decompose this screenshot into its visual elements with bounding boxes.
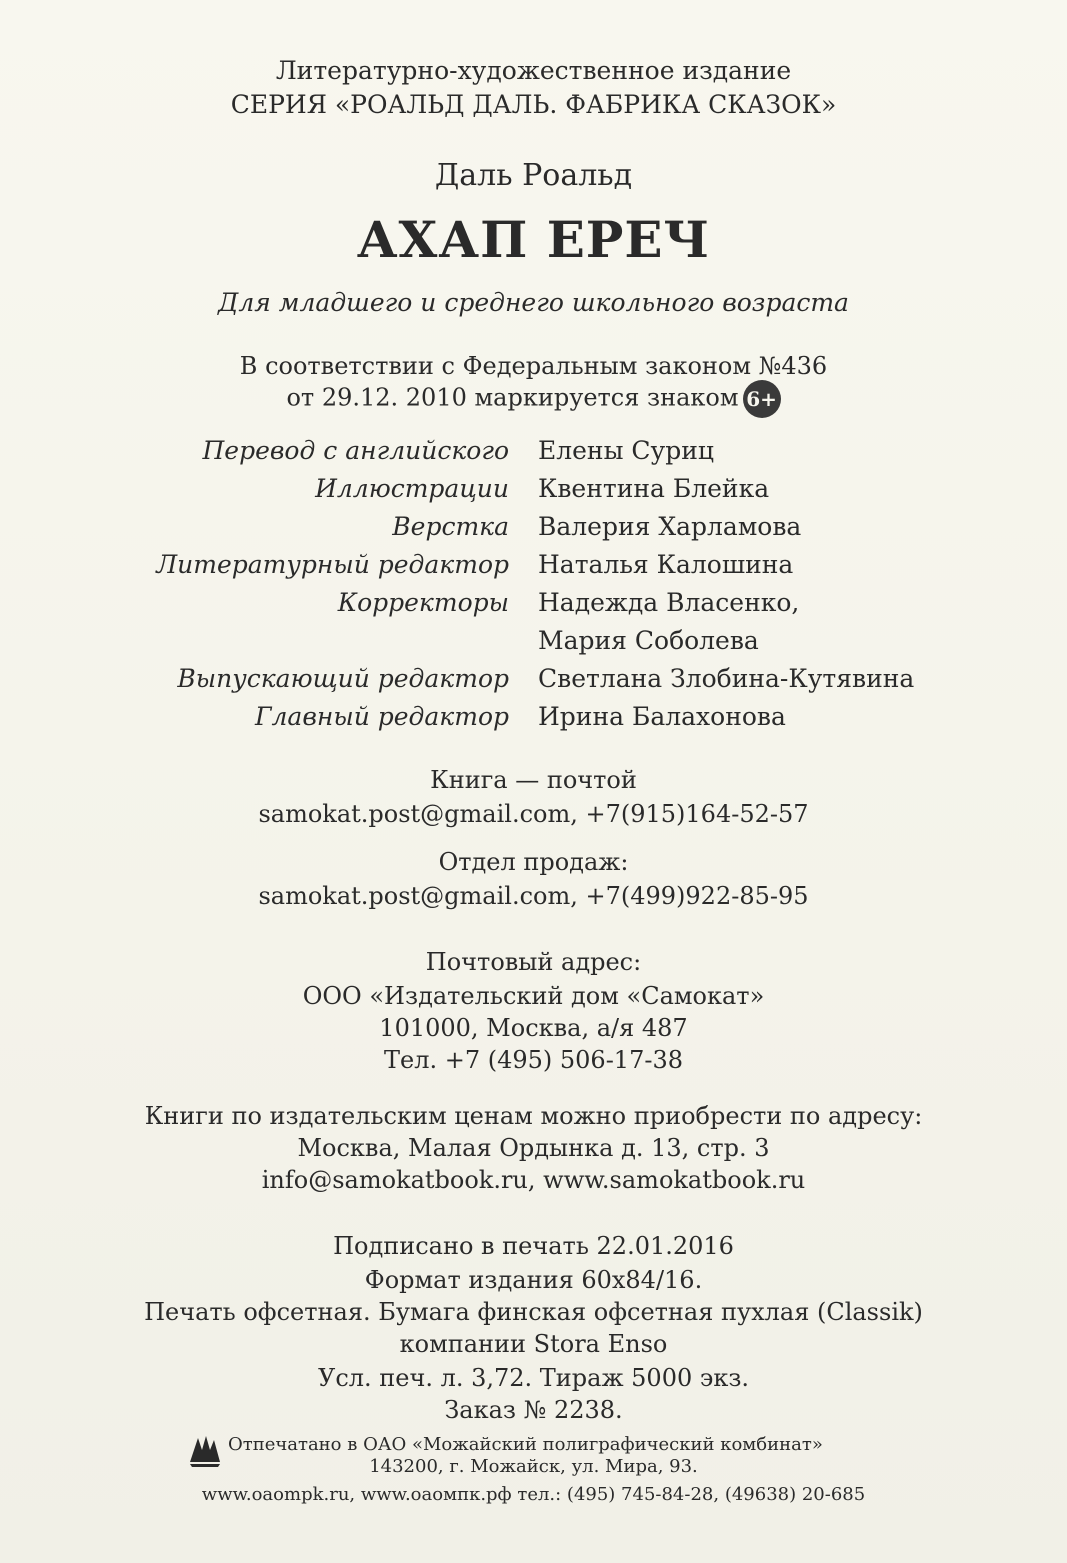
credit-role: Иллюстрации [315, 474, 509, 503]
credit-row [0, 626, 1067, 664]
paper-company: компании Stora Enso [399, 1330, 668, 1358]
credit-role: Перевод с английского [202, 436, 509, 465]
credit-row [0, 664, 1067, 702]
postal-phone: Тел. +7 (495) 506-17-38 [384, 1046, 683, 1074]
series-title: СЕРИЯ «РОАЛЬД ДАЛЬ. ФАБРИКА СКАЗОК» [230, 90, 837, 119]
order-number: Заказ № 2238. [444, 1396, 623, 1424]
credit-role: Выпускающий редактор [177, 664, 509, 693]
credit-row [0, 588, 1067, 626]
credit-name: Надежда Власенко, [538, 588, 800, 617]
credit-row [0, 512, 1067, 550]
author-name: Даль Роальд [434, 158, 633, 193]
credit-name: Наталья Калошина [538, 550, 794, 579]
sales-label: Отдел продаж: [438, 848, 629, 876]
credit-name: Светлана Злобина-Кутявина [538, 664, 915, 693]
credit-name: Елены Суриц [538, 436, 715, 465]
postal-address: 101000, Москва, а/я 487 [379, 1014, 688, 1042]
law-line-2-text: от 29.12. 2010 маркируется знаком [286, 383, 739, 412]
sales-contact: samokat.post@gmail.com, +7(499)922-85-95 [258, 882, 809, 910]
printer-contacts: www.oaompk.ru, www.оаомпк.рф тел.: (495) 745-84-28, (49638) 20-685 [201, 1484, 866, 1505]
credit-role: Литературный редактор [156, 550, 509, 579]
store-web: info@samokatbook.ru, www.samokatbook.ru [261, 1166, 806, 1194]
print-volume: Усл. печ. л. 3,72. Тираж 5000 экз. [317, 1364, 750, 1392]
credit-row [0, 474, 1067, 512]
credit-role: Верстка [392, 512, 509, 541]
credit-role: Главный редактор [254, 702, 509, 731]
paper-info: Печать офсетная. Бумага финская офсетная пухлая (Classik) [144, 1298, 923, 1326]
law-line-1: В соответствии с Федеральным законом №436 [239, 352, 828, 380]
postal-company: ООО «Издательский дом «Самокат» [302, 982, 765, 1010]
credit-row [0, 550, 1067, 588]
signed-date: Подписано в печать 22.01.2016 [333, 1232, 734, 1260]
audience-note: Для младшего и среднего школьного возраста [218, 288, 849, 317]
store-line-1: Книги по издательским ценам можно приобрести по адресу: [144, 1102, 923, 1130]
mail-order-label: Книга — почтой [430, 766, 637, 794]
store-address: Москва, Малая Ордынка д. 13, стр. 3 [297, 1134, 770, 1162]
law-line-2 [0, 380, 1067, 418]
credit-name: Квентина Блейка [538, 474, 770, 503]
edition-format: Формат издания 60x84/16. [364, 1266, 703, 1294]
credit-row [0, 702, 1067, 740]
age-rating-badge: 6+ [743, 380, 781, 418]
book-title: АХАП ЕРЕЧ [356, 210, 711, 269]
credit-row [0, 436, 1067, 474]
mail-order-contact: samokat.post@gmail.com, +7(915)164-52-57 [258, 800, 809, 828]
credit-name: Мария Соболева [538, 626, 759, 655]
edition-type: Литературно-художественное издание [275, 56, 792, 85]
printer-address: 143200, г. Можайск, ул. Мира, 93. [369, 1456, 698, 1477]
printer-name: Отпечатано в ОАО «Можайский полиграфический комбинат» [228, 1434, 823, 1455]
credits-list [0, 436, 1067, 740]
credit-name: Ирина Балахонова [538, 702, 786, 731]
credit-name: Валерия Харламова [538, 512, 802, 541]
credit-role: Корректоры [337, 588, 509, 617]
postal-label: Почтовый адрес: [425, 948, 642, 976]
